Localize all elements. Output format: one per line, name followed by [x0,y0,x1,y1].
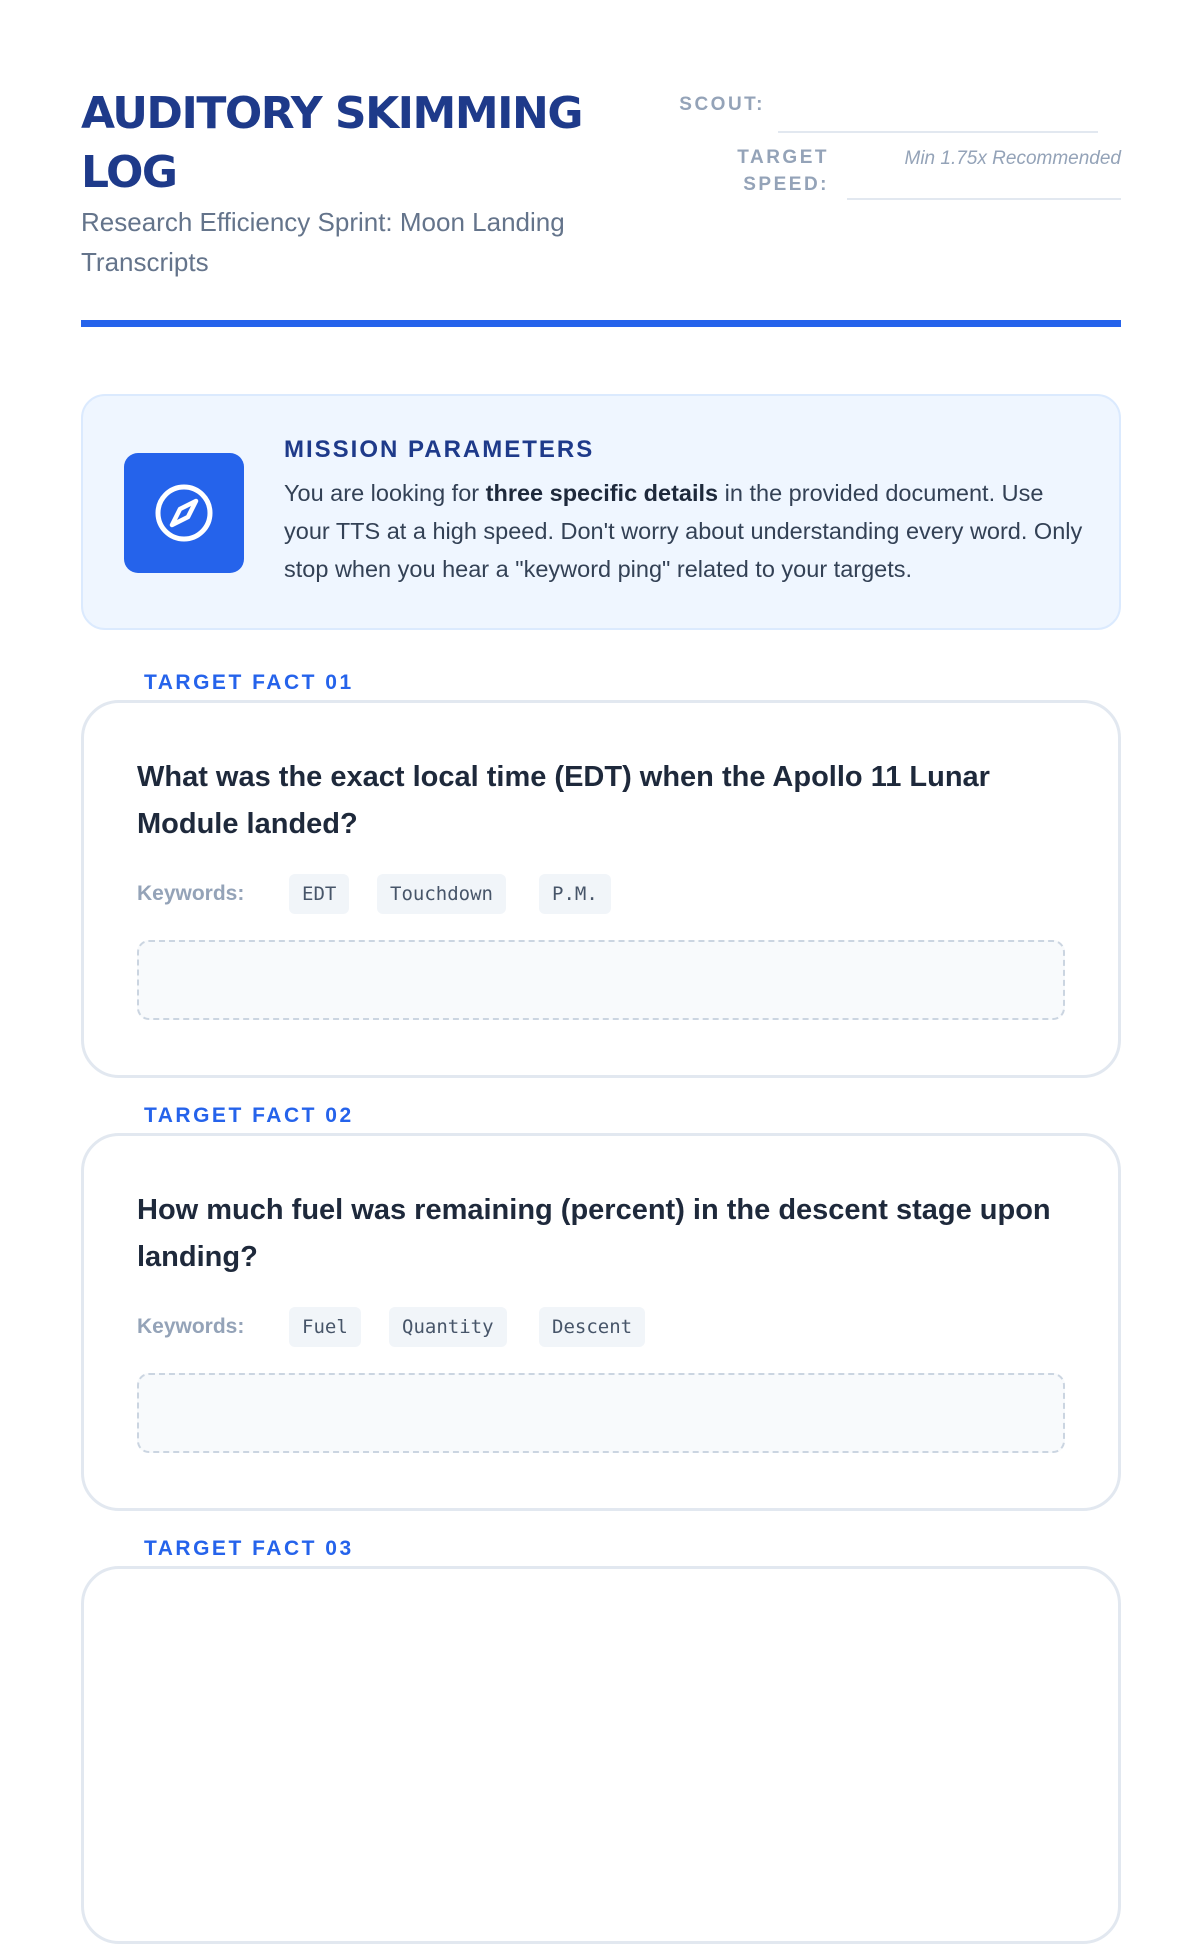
mission-emphasis: three specific details [485,480,719,506]
keyword-chip: P.M. [539,874,611,914]
scout-field[interactable] [778,131,1098,133]
mission-box [81,394,1121,630]
keyword-chip: Touchdown [377,874,506,914]
mission-text: You are looking for three specific details in the provided document. Use your TTS at a high speed. Don't worry about understanding every word. Only stop when you hear a "keyword ping" related to your targets. [284,480,1083,582]
answer-field[interactable] [137,940,1065,1020]
speed-hint: Min 1.75x Recommended [904,148,1121,169]
fact-tag: TARGET FACT 01 [124,668,374,698]
worksheet-page [81,0,1121,1560]
speed-field[interactable] [847,198,1121,200]
page-subtitle: Research Efficiency Sprint: Moon Landing Transcripts [81,207,565,277]
page-title: AUDITORY SKIMMING LOG [81,88,582,198]
fact-tag: TARGET FACT 02 [124,1101,374,1131]
keywords-label: Keywords: [137,1315,245,1338]
fact-question: What was the exact local time (EDT) when the Apollo 11 Lunar Module landed? [137,761,990,840]
header-divider [81,320,1121,327]
keywords-label: Keywords: [137,882,245,905]
keyword-chip: Descent [539,1307,645,1347]
keyword-chip: EDT [289,874,349,914]
speed-label: TARGET SPEED: [737,147,829,195]
fact-question: How much fuel was remaining (percent) in the descent stage upon landing? [137,1194,1051,1273]
keyword-chip: Quantity [389,1307,507,1347]
scout-label: SCOUT: [679,94,765,115]
worksheet-header [81,0,1121,330]
compass-icon [124,453,244,573]
answer-field[interactable] [137,1373,1065,1453]
mission-title: MISSION PARAMETERS [284,436,595,463]
fact-card-border [81,1566,1121,1944]
keyword-chip: Fuel [289,1307,361,1347]
fact-tag: TARGET FACT 03 [124,1534,374,1564]
